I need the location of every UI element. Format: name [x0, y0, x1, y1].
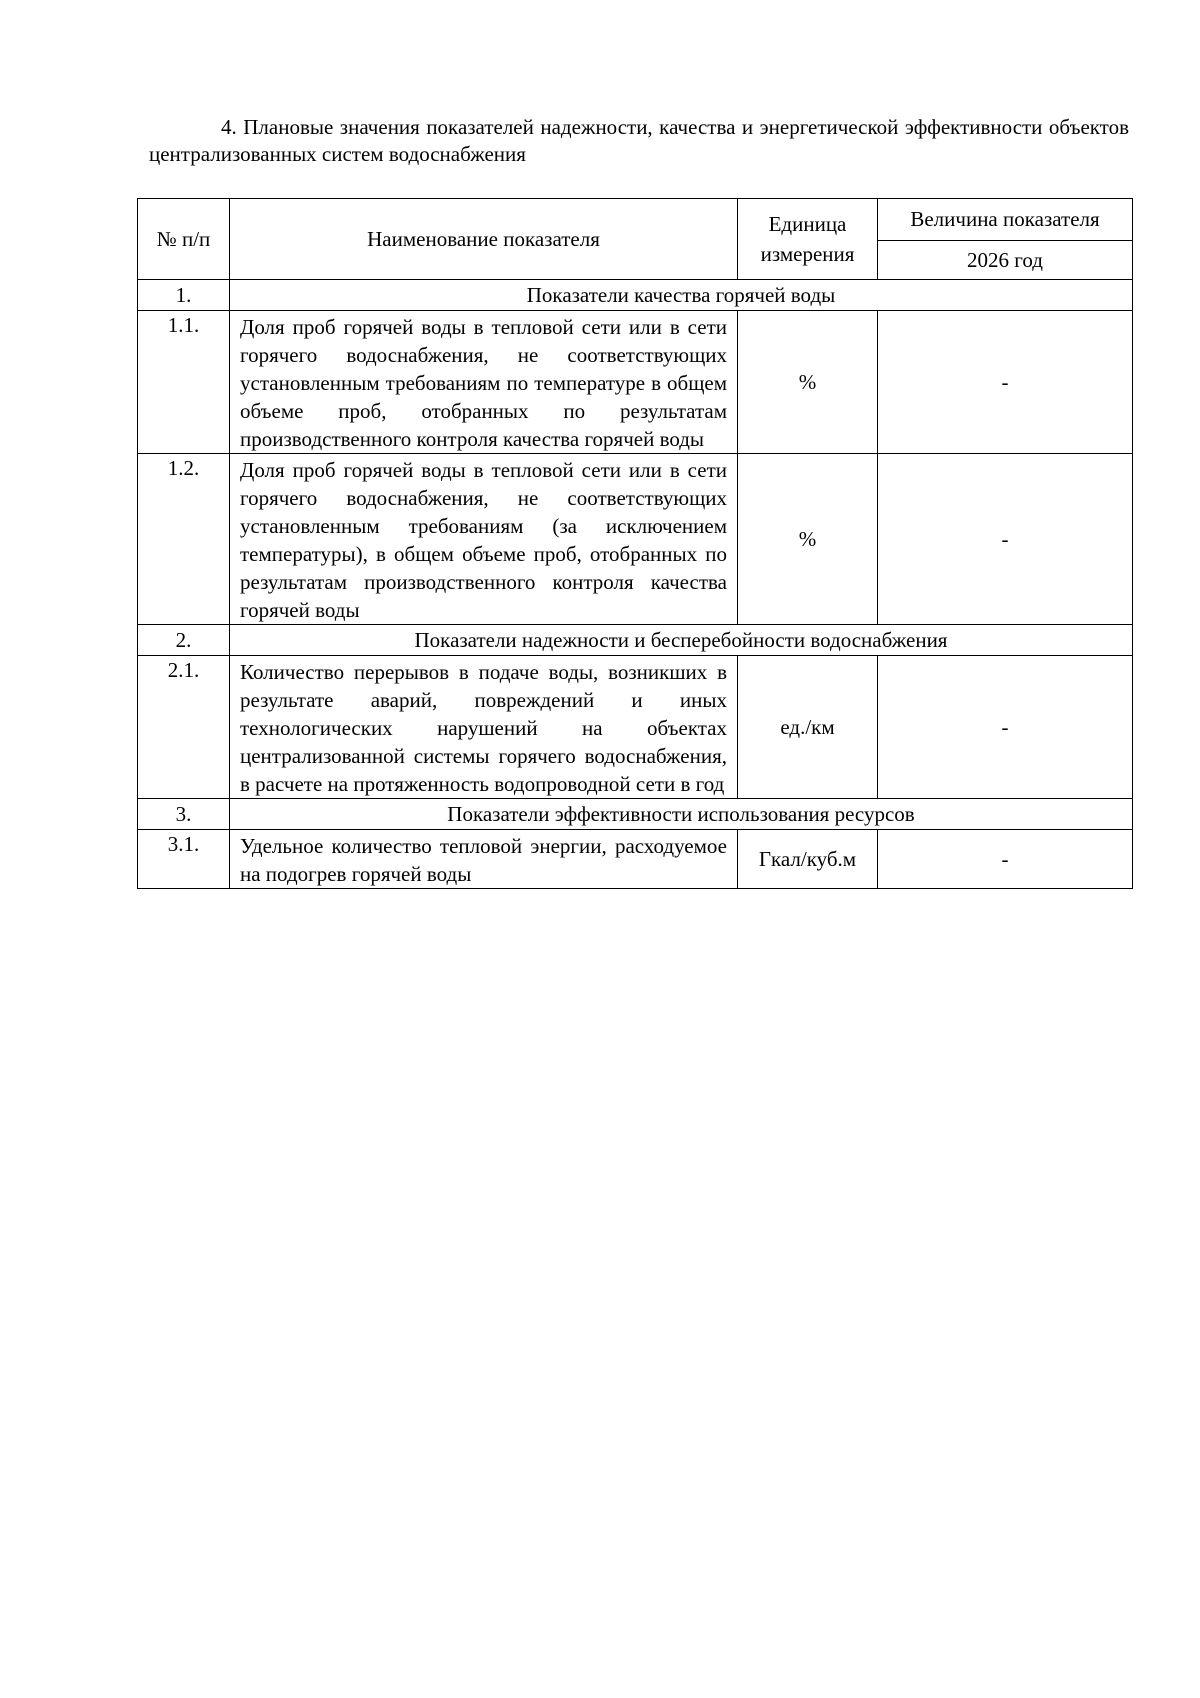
row-value: - — [878, 454, 1133, 625]
section-number: 1. — [138, 280, 230, 311]
header-name: Наименование показателя — [230, 199, 738, 280]
section-heading — [149, 114, 1129, 168]
row-name-cell — [230, 311, 738, 454]
row-unit: Гкал/куб.м — [738, 830, 878, 889]
section-row — [138, 625, 1133, 656]
table-row — [138, 311, 1133, 454]
row-value: - — [878, 311, 1133, 454]
header-num: № п/п — [138, 199, 230, 280]
section-title: Показатели качества горячей воды — [230, 280, 1133, 311]
row-unit: % — [738, 311, 878, 454]
section-title: Показатели эффективности использования ресурсов — [230, 799, 1133, 830]
section-title: Показатели надежности и бесперебойности водоснабжения — [230, 625, 1133, 656]
row-name: Количество перерывов в подаче воды, возникших в результате аварий, повреждений и иных технологических нарушений на объектах централизованной системы горячего водоснабжения, в расчете на протяженность водопроводной сети в год — [240, 660, 727, 796]
row-name-cell — [230, 656, 738, 799]
header-year: 2026 год — [878, 240, 1133, 280]
row-unit: ед./км — [738, 656, 878, 799]
row-name-cell — [230, 454, 738, 625]
row-number: 1.2. — [138, 454, 230, 625]
section-number: 2. — [138, 625, 230, 656]
row-value: - — [878, 830, 1133, 889]
table-row — [138, 656, 1133, 799]
row-name: Удельное количество тепловой энергии, расходуемое на подогрев горячей воды — [240, 834, 727, 886]
header-unit: Единица измерения — [738, 199, 878, 280]
table-header-row — [138, 199, 1133, 241]
section-number: 3. — [138, 799, 230, 830]
heading-number: 4. — [221, 115, 237, 139]
row-number: 2.1. — [138, 656, 230, 799]
table-row — [138, 454, 1133, 625]
header-value: Величина показателя — [878, 199, 1133, 241]
row-value: - — [878, 656, 1133, 799]
heading-text: Плановые значения показателей надежности, качества и энергетической эффективности объектов централизованных систем водоснабжения — [149, 115, 1130, 166]
row-number: 1.1. — [138, 311, 230, 454]
row-name: Доля проб горячей воды в тепловой сети или в сети горячего водоснабжения, не соответствующих установленным требованиям (за исключением температуры), в общем объеме проб, отобранных по результатам производственного контроля качества горячей воды — [240, 458, 727, 622]
section-row — [138, 280, 1133, 311]
indicators-table — [137, 198, 1133, 889]
row-name-cell — [230, 830, 738, 889]
section-row — [138, 799, 1133, 830]
row-number: 3.1. — [138, 830, 230, 889]
row-unit: % — [738, 454, 878, 625]
row-name: Доля проб горячей воды в тепловой сети или в сети горячего водоснабжения, не соответствующих установленным требованиям по температуре в общем объеме проб, отобранных по результатам производственного контроля качества горячей воды — [240, 315, 727, 451]
table-row — [138, 830, 1133, 889]
